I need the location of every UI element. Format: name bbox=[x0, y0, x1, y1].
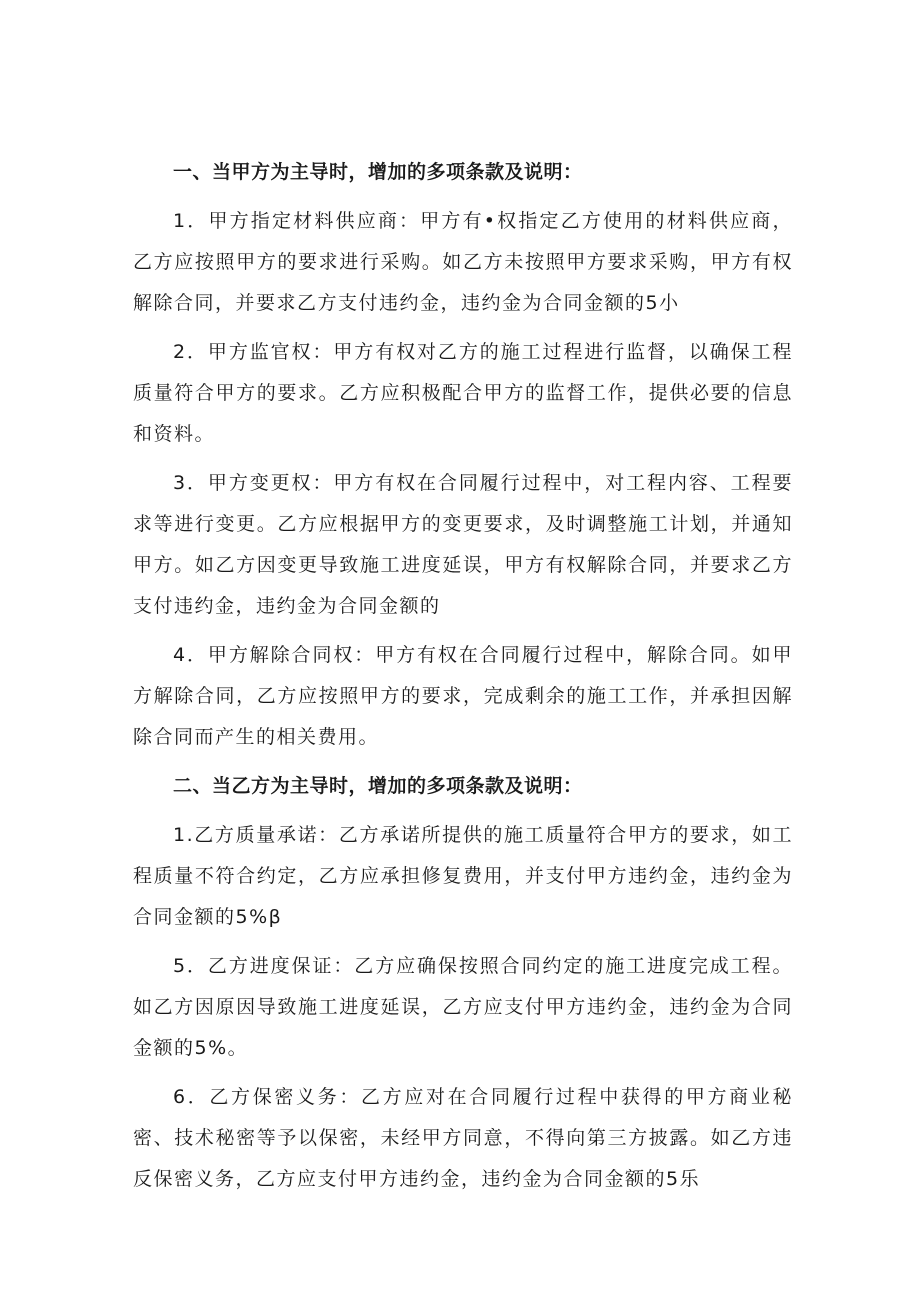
clause-party-a-change: 3．甲方变更权：甲方有权在合同履行过程中，对工程内容、工程要求等进行变更。乙方应根据甲方的变更要求，及时调整施工计划，并通知甲方。如乙方因变更导致施工进度延误，甲方有权解除合同，并要求乙方支付违约金，违约金为合同金额的 bbox=[133, 472, 793, 617]
section-heading-party-b: 二、当乙方为主导时，增加的多项条款及说明： bbox=[173, 775, 583, 797]
clause-party-b-confidentiality: 6．乙方保密义务：乙方应对在合同履行过程中获得的甲方商业秘密、技术秘密等予以保密，未经甲方同意，不得向第三方披露。如乙方违反保密义务，乙方应支付甲方违约金，违约金为合同金额的5乐 bbox=[133, 1086, 793, 1190]
clause-party-a-supplier: 1．甲方指定材料供应商：甲方有•权指定乙方使用的材料供应商，乙方应按照甲方的要求进行采购。如乙方未按照甲方要求采购，甲方有权解除合同，并要求乙方支付违约金，违约金为合同金额的5小 bbox=[133, 210, 793, 314]
clause-party-b-schedule: 5．乙方进度保证：乙方应确保按照合同约定的施工进度完成工程。如乙方因原因导致施工进度延误，乙方应支付甲方违约金，违约金为合同金额的5%。 bbox=[133, 955, 793, 1059]
document-body bbox=[133, 152, 793, 1208]
clause-party-a-termination: 4．甲方解除合同权：甲方有权在合同履行过程中，解除合同。如甲方解除合同，乙方应按照甲方的要求，完成剩余的施工工作，并承担因解除合同而产生的相关费用。 bbox=[133, 644, 793, 748]
section-heading-party-a: 一、当甲方为主导时，增加的多项条款及说明： bbox=[173, 161, 583, 183]
clause-party-b-quality: 1.乙方质量承诺：乙方承诺所提供的施工质量符合甲方的要求，如工程质量不符合约定，乙方应承担修复费用，并支付甲方违约金，违约金为合同金额的5%β bbox=[133, 824, 793, 928]
clause-party-a-supervision: 2．甲方监官权：甲方有权对乙方的施工过程进行监督，以确保工程质量符合甲方的要求。乙方应积极配合甲方的监督工作，提供必要的信息和资料。 bbox=[133, 341, 793, 445]
